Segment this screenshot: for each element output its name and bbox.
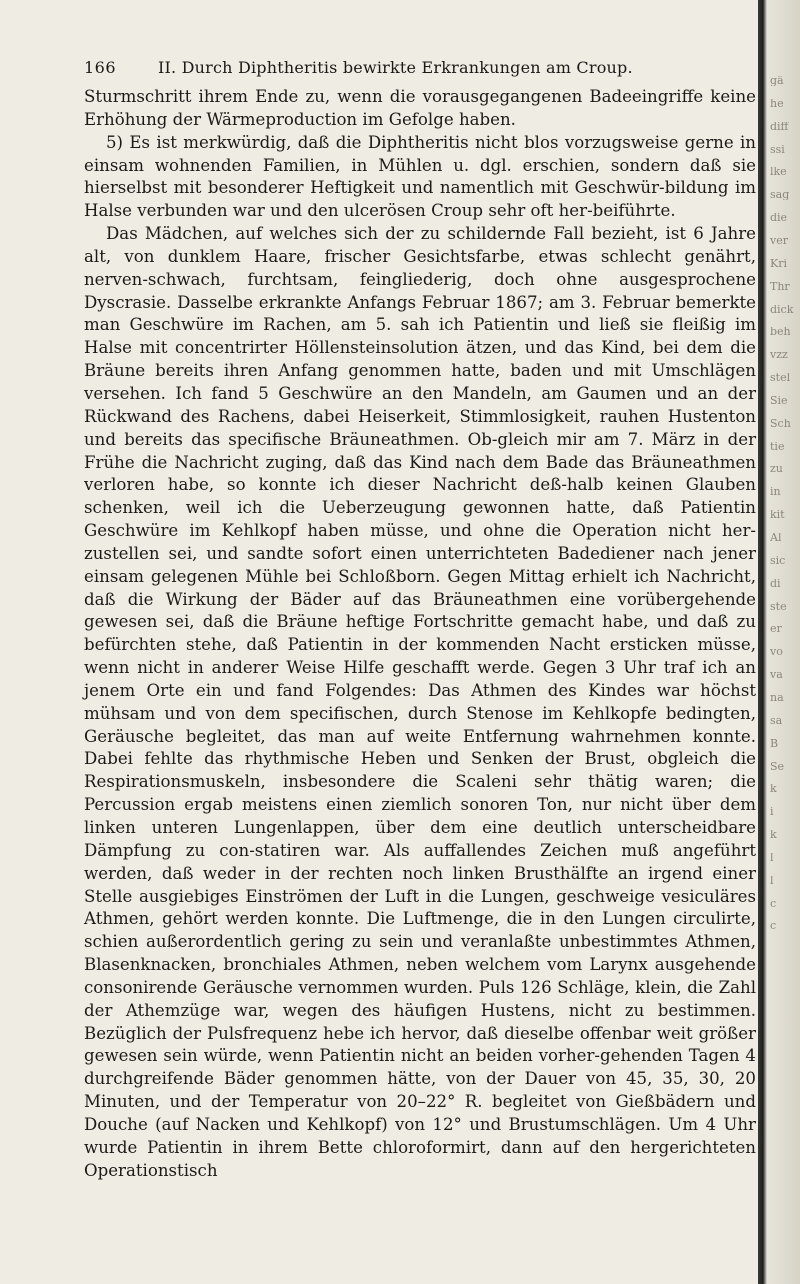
facing-page-fragment: stel: [770, 373, 791, 384]
facing-page-fragment: sa: [770, 715, 783, 726]
facing-page-fragment: he: [770, 98, 784, 109]
facing-page-fragment: B: [770, 738, 779, 749]
facing-page-fragment: c: [770, 898, 777, 909]
facing-page-fragment: dick: [770, 304, 794, 315]
facing-page-fragment: zu: [770, 464, 783, 475]
facing-page-fragment: kit: [770, 510, 785, 521]
facing-page-fragment: Sie: [770, 395, 788, 406]
facing-page-fragment: di: [770, 578, 781, 589]
page-number: 166: [84, 58, 117, 77]
facing-page-fragment: gä: [770, 76, 784, 86]
facing-page-fragment: Se: [770, 761, 785, 772]
facing-page-edge: [758, 0, 800, 1284]
facing-page-fragment: beh: [770, 327, 791, 338]
facing-page-fragment: Thr: [770, 281, 790, 292]
facing-page-fragment: vo: [770, 647, 783, 658]
facing-page-fragment: c: [770, 921, 777, 932]
paragraph-continuation: Sturmschritt ihrem Ende zu, wenn die vorausgegangenen Badeeingriffe keine Erhöhung der Wärmeproduction im Gefolge haben.: [84, 87, 756, 129]
facing-page-fragment: er: [770, 624, 782, 635]
facing-page-fragment: ver: [770, 235, 788, 246]
facing-page-fragment: ssi: [770, 144, 785, 155]
page-header: [84, 58, 756, 82]
running-title: II. Durch Diphtheritis bewirkte Erkrankungen am Croup.: [158, 58, 633, 77]
facing-page-fragment: va: [770, 670, 783, 681]
facing-page-fragment: lke: [770, 167, 787, 178]
facing-page-fragment: Al: [770, 533, 782, 543]
body-text: [84, 86, 756, 1183]
paragraph-case-report: Das Mädchen, auf welches sich der zu schildernde Fall bezieht, ist 6 Jahre alt, von dunklem Haare, frischer Gesichtsfarbe, etwas schlecht genährt, nerven-schwach, furchtsam, feingliederig, doch ohne ausgesprochene Dyscrasie. Dasselbe erkrankte Anfangs Februar 1867; am 3. Februar bemerkte man Geschwüre im Rachen, am 5. sah ich Patientin und ließ sie fleißig im Halse mit concentrirter Höllensteinsolution ätzen, und das Kind, bei dem die Bräune bereits ihren Anfang genommen hatte, baden und mit Umschlägen versehen. Ich fand 5 Geschwüre an den Mandeln, am Gaumen und an der Rückwand des Rachens, dabei Heiserkeit, Stimmlosigkeit, rauhen Hustenton und bereits das specifische Bräuneathmen. Ob-gleich mir am 7. März in der Frühe die Nachricht zuging, daß das Kind nach dem Bade das Bräuneathmen verloren habe, so konnte ich dieser Nachricht deß-halb keinen Glauben schenken, weil ich die Ueberzeugung gewonnen hatte, daß Patientin Geschwüre im Kehlkopf haben müsse, und ohne die Operation nicht her-zustellen sei, und sandte sofort einen unterrichteten Badediener nach jener einsam gelegenen Mühle bei Schloßborn. Gegen Mittag erhielt ich Nachricht, daß die Wirkung der Bäder auf das Bräuneathmen eine vorübergehende gewesen sei, daß die Bräune heftige Fortschritte gemacht habe, und daß zu befürchten stehe, daß Patientin in der kommenden Nacht ersticken müsse, wenn nicht in anderer Weise Hilfe geschafft werde. Gegen 3 Uhr traf ich an jenem Orte ein und fand Folgendes: Das Athmen des Kindes war höchst mühsam und von dem specifischen, durch Stenose im Kehlkopfe bedingten, Geräusche begleitet, das man auf weite Entfernung wahrnehmen konnte. Dabei fehlte das rhythmische Heben und Senken der Brust, obgleich die Respirationsmuskeln, insbesondere die Scaleni sehr thätig waren; die Percussion ergab meistens einen ziemlich sonoren Ton, nur nicht über dem linken unteren Lungenlappen, über dem eine deutlich unterscheidbare Dämpfung zu con-statiren war. Als auffallendes Zeichen muß angeführt werden, daß weder in der rechten noch linken Brusthälfte an irgend einer Stelle ausgiebiges Einströmen der Luft in die Lungen, geschweige vesiculäres Athmen, gehört werden konnte. Die Luftmenge, die in den Lungen circulirte, schien außerordentlich gering zu sein und veranlaßte unbestimmtes Athmen, Blasenknacken, bronchiales Athmen, neben welchem vom Larynx ausgehende consonirende Geräusche vernommen wurden. Puls 126 Schläge, klein, die Zahl der Athemzüge war, wegen des häufigen Hustens, nicht zu bestimmen. Bezüglich der Pulsfrequenz hebe ich hervor, daß dieselbe offenbar weit größer gewesen sein würde, wenn Patientin nicht an beiden vorher-gehenden Tagen 4 durchgreifende Bäder genommen hätte, von der Dauer von 45, 35, 30, 20 Minuten, und der Temperatur von 20–22° R. begleitet von Gießbädern und Douche (auf Nacken und Kehlkopf) von 12° und Brustumschlägen. Um 4 Uhr wurde Patientin in ihrem Bette chloroformirt, dann auf den hergerichteten Operationstisch: [84, 224, 756, 1180]
facing-page-fragment: k: [770, 830, 777, 841]
facing-page-fragment: l: [770, 875, 774, 886]
paragraph-point-5: 5) Es ist merkwürdig, daß die Diphtheritis nicht blos vorzugsweise gerne in einsam wohnenden Familien, in Mühlen u. dgl. erschien, sondern daß sie hierselbst mit besonderer Heftigkeit und namentlich mit Geschwür-bildung im Halse verbunden war und den ulcerösen Croup sehr oft her-beiführte.: [84, 132, 756, 221]
facing-page-fragment: l: [770, 852, 774, 863]
facing-page-fragment: sag: [770, 190, 790, 201]
facing-page-fragment: die: [770, 213, 788, 224]
facing-page-fragment: k: [770, 784, 777, 795]
facing-page-fragment: in: [770, 487, 781, 498]
facing-page-fragment: sic: [770, 555, 786, 566]
facing-page-fragment: diff: [770, 121, 789, 132]
facing-page-fragment: Kri: [770, 258, 787, 269]
facing-page-fragment: Sch: [770, 418, 791, 429]
facing-page-fragment: i: [770, 807, 774, 818]
facing-page-fragment: na: [770, 692, 784, 703]
facing-page-fragment: ste: [770, 601, 787, 612]
facing-page-fragment: vzz: [770, 350, 788, 361]
facing-page-fragment: tie: [770, 441, 785, 452]
